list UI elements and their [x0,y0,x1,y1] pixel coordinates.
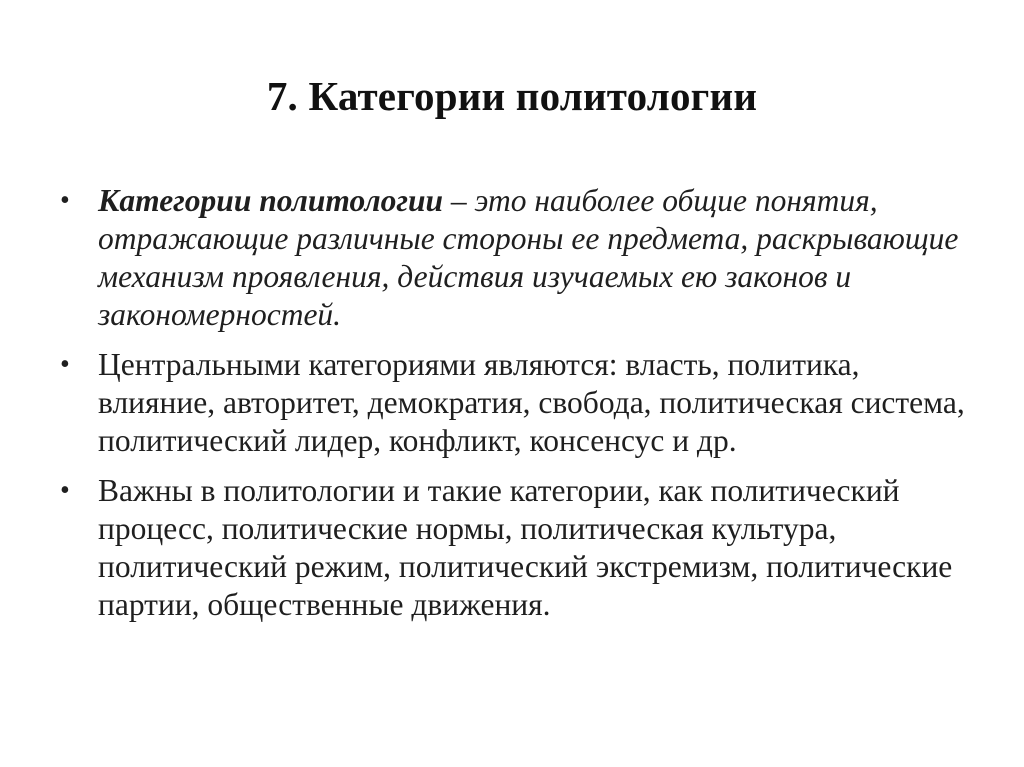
bullet-list [56,182,976,636]
bullet-marker: • [60,475,70,506]
bullet-item [56,182,976,334]
slide-title: 7. Категории политологии [266,73,758,119]
definition-term: Категории политологии [98,183,444,218]
bullet-marker: • [60,349,70,380]
bullet-text: Важны в политологии и такие категории, как политический процесс, политические нормы, политическая культура, политический режим, политический экстремизм, политические партии, общественные движения. [98,473,953,622]
bullet-marker: • [60,185,70,216]
bullet-text [98,182,976,334]
definition-text: – это наиболее общие понятия, отражающие различные стороны ее предмета, раскрывающие механизм проявления, действия изучаемых ею законов и закономерностей. [98,183,959,332]
bullet-item [56,346,976,460]
bullet-item [56,472,976,624]
bullet-text: Центральными категориями являются: власть, политика, влияние, авторитет, демократия, свобода, политическая система, политический лидер, конфликт, консенсус и др. [98,347,965,458]
